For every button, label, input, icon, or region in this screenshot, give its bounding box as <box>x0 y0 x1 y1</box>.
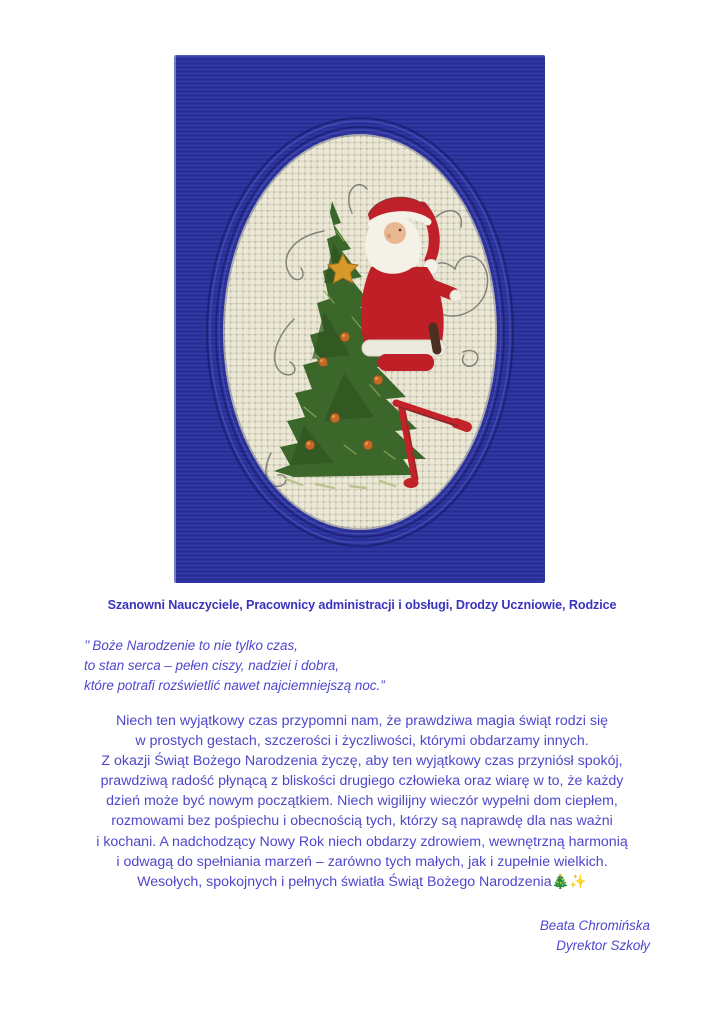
message-line: w prostych gestach, szczerości i życzliwości, którymi obdarzamy innych. <box>135 733 589 750</box>
message-line: Wesołych, spokojnych i pełnych światła Świąt Bożego Narodzenia🎄✨ <box>137 873 587 890</box>
signature-title: Dyrektor Szkoły <box>556 937 650 953</box>
message-line: prawdziwą radość płynącą z bliskości drugiego człowieka oraz wiarę w to, że każdy <box>100 773 624 790</box>
quote-line: które potrafi rozświetlić nawet najciemniejszą noc.” <box>84 678 385 693</box>
quote-line: ’’ Boże Narodzenie to nie tylko czas, <box>84 638 298 653</box>
message-line: i kochani. A nadchodzący Nowy Rok niech obdarzy zdrowiem, wewnętrzną harmonią <box>96 833 628 850</box>
card-artwork <box>174 55 545 583</box>
message-line: Z okazji Świąt Bożego Narodzenia życzę, aby ten wyjątkowy czas przyniósł spokój, <box>101 753 623 770</box>
christmas-card-image <box>174 55 545 583</box>
quote-block <box>84 636 385 696</box>
message-line: Niech ten wyjątkowy czas przypomni nam, że prawdziwa magia świąt rodzi się <box>115 713 609 729</box>
salutation-heading: Szanowni Nauczyciele, Pracownicy administracji i obsługi, Drodzy Uczniowie, Rodzice <box>107 598 617 612</box>
quote-line: to stan serca – pełen ciszy, nadziei i dobra, <box>84 658 340 673</box>
wishes-message <box>0 711 724 892</box>
signature-name: Beata Chromińska <box>539 918 650 933</box>
message-line: rozmowami bez pośpiechu i obecnością tych, którzy są naprawdę dla nas ważni <box>111 813 613 830</box>
signature-block <box>540 916 650 955</box>
message-line: i odwagą do spełniania marzeń – zarówno tych małych, jak i zupełnie wielkich. <box>116 853 608 870</box>
message-line: dzień może być nowym początkiem. Niech wigilijny wieczór wypełni dom ciepłem, <box>106 793 618 810</box>
